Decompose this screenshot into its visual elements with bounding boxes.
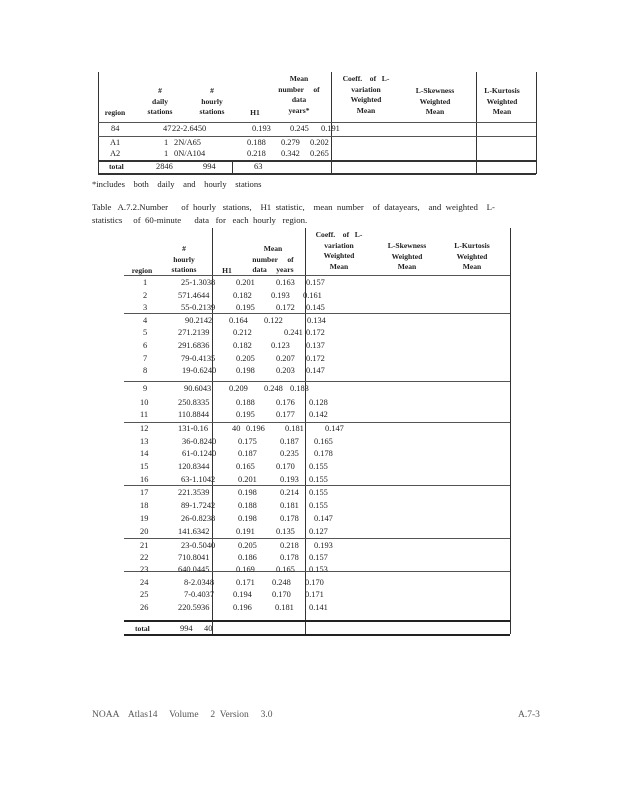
t2-header-h1: H1 [222, 266, 232, 275]
t2-stations-h1: 141.6342 [178, 527, 210, 536]
t2-cv: 0.170 [272, 590, 291, 599]
t2-cv: 0.207 [276, 354, 295, 363]
t2-years: 0.209 [229, 384, 248, 393]
t2-region: 8 [143, 366, 148, 375]
t2-total-years: 40 [204, 624, 213, 633]
t2-skew: 0.155 [309, 462, 328, 471]
t2-stations-h1: 7-0.4037 [184, 590, 215, 599]
t1-header-daily: # daily stations [147, 86, 173, 116]
t2-region: 10 [140, 398, 149, 407]
t2-years: 0.169 [236, 565, 255, 574]
t2-cv: 0.248 [264, 384, 283, 393]
t1-rest: 2N/A65 [174, 138, 201, 147]
t1-daily: 47 [163, 124, 172, 133]
t2-stations-h1: 110.8844 [178, 410, 210, 419]
t2-region: 5 [143, 328, 148, 337]
t2-cv: 0.214 [280, 488, 299, 497]
t2-region: 21 [140, 541, 149, 550]
t2-region: 26 [140, 603, 149, 612]
t2-stations-h1: 8-2.0348 [184, 578, 215, 587]
t2-cv: 0.248 [272, 578, 291, 587]
t2-cv: 0.235 [280, 449, 299, 458]
t2-stations-h1: 710.8041 [178, 553, 210, 562]
t1-rest: 22-2.6450 [172, 124, 207, 133]
table-row [0, 564, 618, 577]
t2-extra: 40 [232, 424, 241, 433]
t2-region: 7 [143, 354, 148, 363]
t2-skew: 0.141 [309, 603, 328, 612]
t2-stations-h1: 25-1.3038 [181, 278, 216, 287]
t1-header-region: region [104, 108, 126, 117]
t2-stations-h1: 90.6043 [184, 384, 212, 393]
footer-left: NOAA Atlas14 Volume 2 Version 3.0 [92, 710, 273, 720]
t2-region: 23 [140, 565, 149, 574]
t2-years: 0.198 [238, 488, 257, 497]
table-row [0, 448, 618, 461]
t2-years: 0.196 [233, 603, 252, 612]
t2-cv: 0.218 [280, 541, 299, 550]
t2-stations-h1: 63-1.1042 [181, 475, 216, 484]
t1-total-label: total [109, 162, 124, 171]
t2-cv: 0.193 [280, 475, 299, 484]
t2-stations-h1: 90.2142 [185, 316, 213, 325]
t2-rows [0, 226, 618, 626]
t2-skew: 0.157 [309, 553, 328, 562]
t1-cv: 0.265 [310, 149, 329, 158]
t2-stations-h1: 89-1.7242 [181, 501, 216, 510]
t2-skew: 0.157 [306, 278, 325, 287]
t2-skew: 0.155 [309, 501, 328, 510]
table-row [0, 474, 618, 487]
t2-stations-h1: 571.4644 [178, 291, 210, 300]
t2-years: 0.186 [238, 553, 257, 562]
t1-region: A1 [110, 138, 121, 147]
t1-rest: 0N/A104 [174, 149, 206, 158]
t2-stations-h1: 221.3539 [178, 488, 210, 497]
t1-region: A2 [110, 149, 121, 158]
table-row-total [0, 623, 618, 636]
t2-cv: 0.187 [280, 437, 299, 446]
t2-stations-h1: 61-0.1240 [182, 449, 217, 458]
t1-footnote: *includes both daily and hourly stations [92, 179, 262, 189]
t2-header-skew: L-Skewness Weighted Mean [387, 241, 427, 271]
t2-stations-h1: 36-0.8240 [182, 437, 217, 446]
t2-years: 0.182 [233, 341, 252, 350]
t2-region: 6 [143, 341, 148, 350]
t2-stations-h1: 250.8335 [178, 398, 210, 407]
t2-region: 9 [143, 384, 148, 393]
t1-years: 0.245 [290, 124, 309, 133]
t2-skew: 0.193 [314, 541, 333, 550]
t2-skew: 0.142 [309, 410, 328, 419]
t2-years: 0.195 [236, 303, 255, 312]
table-1 [0, 0, 618, 200]
table-row [0, 552, 618, 565]
t1-header-cv: Coeff. of L- variation Weighted Mean [342, 74, 390, 115]
t1-h1: 0.218 [247, 149, 266, 158]
t2-stations-h1: 271.2139 [178, 328, 210, 337]
t2-cv: 0.122 [264, 316, 283, 325]
t2-skew: 0.137 [306, 341, 325, 350]
t2-stations-h1: 23-0.5040 [181, 541, 216, 550]
table-row [0, 589, 618, 602]
t2-header-kurt: L-Kurtosis Weighted Mean [454, 241, 490, 271]
t2-years: 0.182 [233, 291, 252, 300]
t2-cv: 0.123 [271, 341, 290, 350]
t2-skew: 0.165 [314, 437, 333, 446]
t2-header-years: Mean number of data years [252, 244, 294, 274]
table-row [0, 397, 618, 410]
t2-cv: 0.135 [276, 527, 295, 536]
table-2-caption [92, 201, 532, 227]
t2-skew: 0.134 [307, 316, 326, 325]
t2-years: 0.201 [236, 278, 255, 287]
t1-h1: 0.188 [247, 138, 266, 147]
t2-skew: 0.155 [309, 475, 328, 484]
table-row [0, 513, 618, 526]
caption-line-1: Table A.7.2.Number of hourly stations, H1 statistic, mean number of datayears, and weighted L- [92, 202, 495, 212]
t1-daily: 1 [164, 138, 169, 147]
t2-years: 0.164 [229, 316, 248, 325]
t2-skew: 0.178 [314, 449, 333, 458]
t2-skew: 0.161 [303, 291, 322, 300]
t1-region: 84 [111, 124, 120, 133]
t1-total-years: 63 [254, 162, 263, 171]
t2-years: 0.188 [236, 398, 255, 407]
t2-region: 16 [140, 475, 149, 484]
t1-h1: 0.193 [252, 124, 271, 133]
t1-header-kurt: L-Kurtosis Weighted Mean [484, 86, 520, 116]
table-row [0, 540, 618, 553]
t2-header-region: region [131, 266, 153, 275]
t1-header-years: Mean number of data years* [278, 74, 320, 115]
t2-cv: 0.165 [276, 565, 295, 574]
t2-region: 17 [140, 488, 149, 497]
t2-skew: 0.171 [305, 590, 324, 599]
t2-years: 0.205 [236, 354, 255, 363]
t2-region: 12 [140, 424, 149, 433]
t2-cv: 0.172 [276, 303, 295, 312]
t2-years: 0.194 [233, 590, 252, 599]
table-row [0, 383, 618, 396]
table-row [0, 409, 618, 422]
table-row [0, 602, 618, 615]
t2-region: 24 [140, 578, 149, 587]
table-row [0, 277, 618, 290]
t2-years: 0.187 [238, 449, 257, 458]
t2-region: 18 [140, 501, 149, 510]
table-row [0, 526, 618, 539]
t1-cv: 0.191 [321, 124, 340, 133]
t2-cv: 0.176 [276, 398, 295, 407]
t2-stations-h1: 26-0.8238 [181, 514, 216, 523]
t1-cv: 0.202 [310, 138, 329, 147]
table-row [0, 365, 618, 378]
t2-skew: 0.172 [306, 328, 325, 337]
t2-cv: 0.163 [276, 278, 295, 287]
t1-header-hourly: # hourly stations [199, 86, 225, 116]
t2-region: 11 [140, 410, 149, 419]
t2-cv: 0.178 [280, 514, 299, 523]
table-row [0, 487, 618, 500]
t2-skew: 0.145 [306, 303, 325, 312]
t2-cv: 0.193 [271, 291, 290, 300]
t2-years: 0.198 [238, 514, 257, 523]
t2-cv: 0.203 [276, 366, 295, 375]
t2-years: 0.212 [233, 328, 252, 337]
t2-years: 0.188 [238, 501, 257, 510]
t2-years: 0.201 [238, 475, 257, 484]
t2-region: 1 [143, 278, 148, 287]
t2-stations-h1: 55-0.2139 [181, 303, 216, 312]
table-row-total [0, 161, 618, 174]
t2-years: 0.175 [238, 437, 257, 446]
footer-right: A.7-3 [518, 710, 540, 720]
t2-header-cv: Coeff. of L- variation Weighted Mean [315, 230, 363, 271]
t2-skew: 0.147 [325, 424, 344, 433]
t2-cv: 0.181 [285, 424, 304, 433]
t2-region: 22 [140, 553, 149, 562]
t2-region: 25 [140, 590, 149, 599]
table-row [0, 353, 618, 366]
t1-header-h1: H1 [250, 108, 260, 117]
t2-cv: 0.181 [280, 501, 299, 510]
t2-skew: 0.147 [306, 366, 325, 375]
t2-cv: 0.241 [284, 328, 303, 337]
t2-skew: 0.170 [305, 578, 324, 587]
t2-total-hourly: 994 [180, 624, 193, 633]
t1-years: 0.279 [281, 138, 300, 147]
t2-cv: 0.170 [276, 462, 295, 471]
t2-skew: 0.128 [309, 398, 328, 407]
table-row [0, 123, 618, 136]
t2-skew: 0.127 [309, 527, 328, 536]
t2-stations-h1: 220.5936 [178, 603, 210, 612]
t2-years: 0.198 [236, 366, 255, 375]
t2-region: 3 [143, 303, 148, 312]
table-row [0, 302, 618, 315]
t2-region: 4 [143, 316, 148, 325]
table-row [0, 315, 618, 328]
t2-stations-h1: 640.0445 [178, 565, 210, 574]
table-row [0, 436, 618, 449]
t2-skew: 0.183 [290, 384, 309, 393]
t1-header-skew: L-Skewness Weighted Mean [415, 86, 455, 116]
t2-stations-h1: 19-0.6240 [182, 366, 217, 375]
t2-region: 14 [140, 449, 149, 458]
t2-cv: 0.181 [275, 603, 294, 612]
t2-years: 0.165 [236, 462, 255, 471]
table-row [0, 577, 618, 590]
table-row [0, 290, 618, 303]
table-row [0, 500, 618, 513]
t2-region: 2 [143, 291, 148, 300]
t2-region: 20 [140, 527, 149, 536]
t2-region: 19 [140, 514, 149, 523]
table-row [0, 148, 618, 161]
t1-daily: 1 [164, 149, 169, 158]
table-row [0, 327, 618, 340]
table-2 [0, 226, 618, 641]
t2-stations-h1: 291.6836 [178, 341, 210, 350]
t2-years: 0.205 [238, 541, 257, 550]
t2-skew: 0.172 [306, 354, 325, 363]
t2-years: 0.171 [236, 578, 255, 587]
t2-region: 13 [140, 437, 149, 446]
t2-years: 0.196 [246, 424, 265, 433]
page-footer [0, 710, 618, 724]
table-row [0, 461, 618, 474]
t2-skew: 0.153 [309, 565, 328, 574]
t2-cv: 0.177 [276, 410, 295, 419]
t2-total-label: total [135, 624, 150, 633]
t1-total-hourly: 994 [203, 162, 216, 171]
t2-region: 15 [140, 462, 149, 471]
t2-cv: 0.178 [280, 553, 299, 562]
t2-stations-h1: 131-0.16 [178, 424, 209, 433]
table-row [0, 340, 618, 353]
t2-stations-h1: 120.8344 [178, 462, 210, 471]
t2-header-hourly: # hourly stations [171, 244, 197, 274]
t2-skew: 0.147 [314, 514, 333, 523]
t2-skew: 0.155 [309, 488, 328, 497]
t1-total-daily: 2846 [156, 162, 173, 171]
caption-line-2: statistics of 60-minute data for each hourly region. [92, 215, 308, 225]
t2-years: 0.195 [236, 410, 255, 419]
t1-years: 0.342 [281, 149, 300, 158]
t2-years: 0.191 [236, 527, 255, 536]
t2-stations-h1: 79-0.4135 [181, 354, 216, 363]
table-row [0, 423, 618, 436]
